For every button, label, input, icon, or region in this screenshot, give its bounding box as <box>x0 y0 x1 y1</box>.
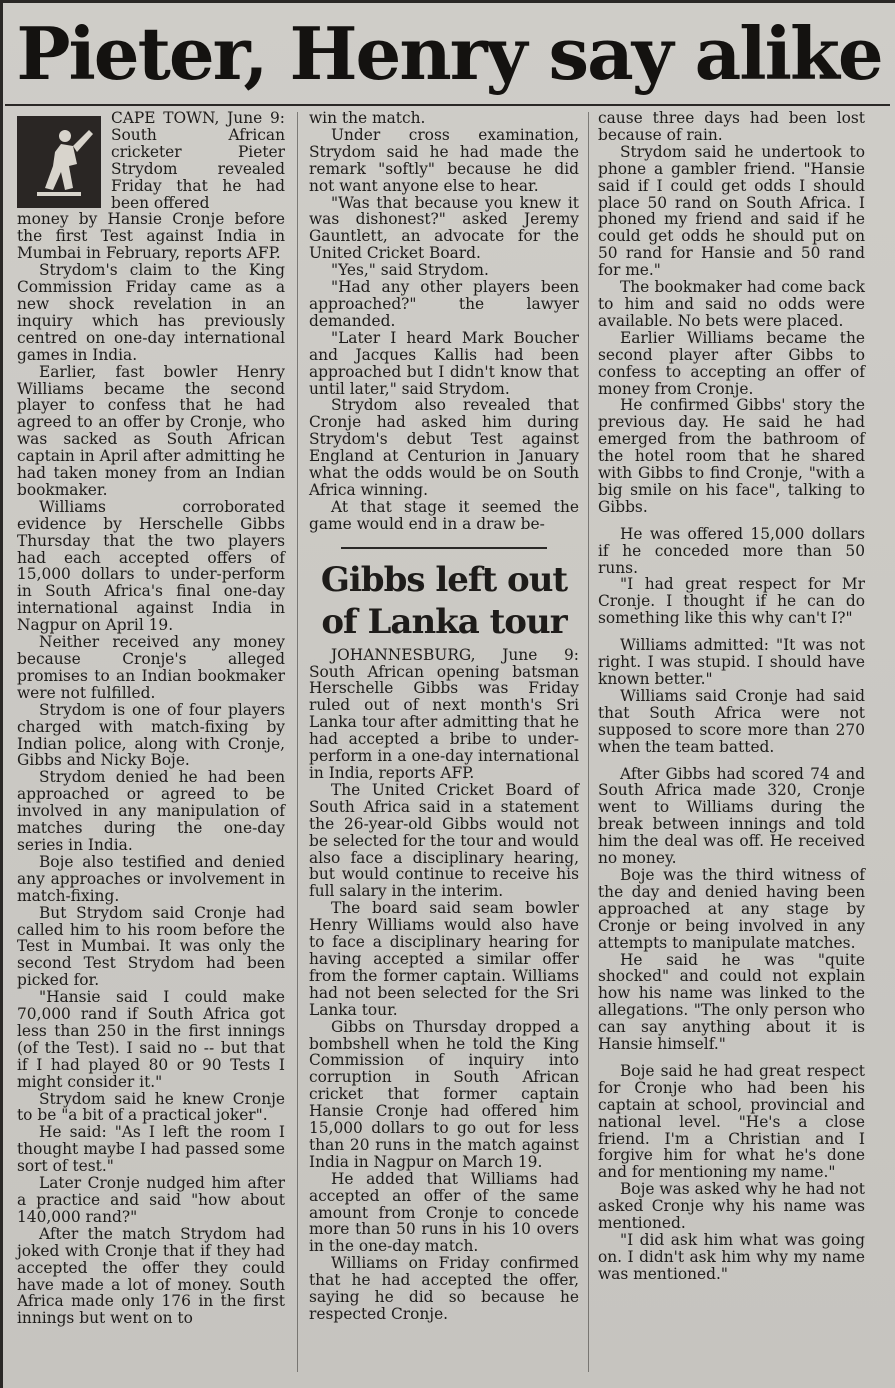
column-2 <box>309 110 579 1323</box>
c3-paragraph: Strydom said he undertook to phone a gambler friend. "Hansie said if I could get odds I should place 50 rand on South Africa. I phoned my friend and said if he could get odds he should put on 50 rand for Hansie and 50 rand for me." <box>598 142 865 280</box>
c1-paragraph: Boje also testified and denied any approaches or involvement in match-fixing. <box>17 852 285 905</box>
c3-paragraph: "I had great respect for Mr Cronje. I thought if he can do something like this why can't I?" <box>598 575 865 628</box>
column-3 <box>598 110 865 1283</box>
c3-paragraph: The bookmaker had come back to him and said no odds were available. No bets were placed. <box>598 278 865 330</box>
c1-paragraph: Strydom's claim to the King Commission Friday came as a new shock revelation in an inquiry which has previously centred on one-day international games in India. <box>17 261 285 364</box>
c3-paragraph: After Gibbs had scored 74 and South Africa made 320, Cronje went to Williams during the break between innings and told him the deal was off. He received no money. <box>598 764 865 868</box>
c2b-paragraph: The United Cricket Board of South Africa said in a statement the 26-year-old Gibbs would not be selected for the tour and would also face a disciplinary hearing, but would continue to receive his full salary in the interim. <box>309 780 579 901</box>
column-1 <box>17 110 285 1327</box>
c3-paragraph: Williams said Cronje had said that South Africa were not supposed to score more than 270 when the team batted. <box>598 686 865 756</box>
c2-paragraph: Strydom also revealed that Cronje had asked him during Strydom's debut Test against England at Centurion in January what the odds would be on South Africa winning. <box>309 396 579 499</box>
c3-paragraph: Boje was asked why he had not asked Cronje why his name was mentioned. <box>598 1180 865 1233</box>
c1-paragraph: He said: "As I left the room I thought maybe I had passed some sort of test." <box>17 1123 285 1176</box>
c3-paragraph: cause three days had been lost because of rain. <box>598 109 865 144</box>
c1-paragraph: But Strydom said Cronje had called him to his room before the Test in Mumbai. It was only the second Test Strydom had been picked for. <box>17 903 285 990</box>
c2b-paragraph: The board said seam bowler Henry Williams would also have to face a disciplinary hearing for having accepted a similar offer from the former captain. Williams had not been selected for the Sri Lanka tour. <box>309 899 579 1019</box>
headline: Pieter, Henry say alike <box>16 11 882 96</box>
c2-paragraph: win the match. <box>309 109 426 127</box>
c2-paragraph: "Was that because you knew it was dishonest?" asked Jeremy Gauntlett, an advocate for the United Cricket Board. <box>309 193 579 263</box>
headline-rule <box>5 104 890 106</box>
c2b-paragraph: Williams on Friday confirmed that he had accepted the offer, saying he did so because he respected Cronje. <box>309 1254 579 1323</box>
c2b-paragraph: He added that Williams had accepted an offer of the same amount from Cronje to concede more than 50 runs in his 10 overs in the one-day match. <box>309 1169 579 1256</box>
c1-paragraph: Strydom is one of four players charged with match-fixing by Indian police, along with Cronje, Gibbs and Nicky Boje. <box>17 700 285 770</box>
c2-paragraph: "Had any other players been approached?" the lawyer demanded. <box>309 278 579 330</box>
c3-paragraph: Boje was the third witness of the day and denied having been approached at any stage by Cronje or being involved in any attempts to manipulate matches. <box>598 865 865 952</box>
c3-paragraph: He was offered 15,000 dollars if he conceded more than 50 runs. <box>598 524 865 577</box>
column-divider-1 <box>297 112 298 1372</box>
subhead: Gibbs left out of Lanka tour <box>320 559 568 642</box>
c2-paragraph: Under cross examination, Strydom said he had made the remark "softly" because he did not want anyone else to hear. <box>309 125 579 195</box>
c1-paragraph: Neither received any money because Cronje's alleged promises to an Indian bookmaker were not fulfilled. <box>17 633 285 702</box>
c1-paragraph: Later Cronje nudged him after a practice and said "how about 140,000 rand?" <box>17 1174 285 1226</box>
top-border <box>0 0 895 3</box>
c3-paragraph: He said he was "quite shocked" and could not explain how his name was linked to the allegations. "The only person who can say anything about it is Hansie himself." <box>598 950 865 1054</box>
c1-paragraph: money by Hansie Cronje before the first Test against India in Mumbai in February, reports AFP. <box>17 210 285 263</box>
c1-paragraph: Strydom said he knew Cronje to be "a bit of a practical joker". <box>17 1089 285 1125</box>
c1-paragraph: Earlier, fast bowler Henry Williams became the second player to confess that he had agreed to an offer by Cronje, who was sacked as South African captain in April after admitting he had taken money from an Indian bookmaker. <box>17 362 285 499</box>
c2b-paragraph: JOHANNESBURG, June 9: South African opening batsman Herschelle Gibbs was Friday ruled out of next month's Sri Lanka tour after admitting that he had accepted a bribe to under-perform in a one-day international in India, reports AFP. <box>309 645 579 782</box>
c3-paragraph: Earlier Williams became the second player after Gibbs to confess to accepting an offer of money from Cronje. <box>598 328 865 398</box>
c2-paragraph: At that stage it seemed the game would end in a draw be- <box>309 497 579 533</box>
cricket-batsman-icon <box>17 116 101 208</box>
subhead-rule <box>341 547 547 549</box>
left-border <box>0 0 3 1388</box>
c2-paragraph: "Yes," said Strydom. <box>331 261 489 280</box>
c2-paragraph: "Later I heard Mark Boucher and Jacques Kallis had been approached but I didn't know that until later," said Strydom. <box>309 328 579 398</box>
c3-paragraph: Williams admitted: "It was not right. I was stupid. I should have known better." <box>598 636 865 688</box>
c3-paragraph: Boje said he had great respect for Cronje who had been his captain at school, provincial and national level. "He's a close friend. I'm a Christian and I forgive him for what he's done and for mentioning my name." <box>598 1061 865 1182</box>
c1-paragraph: After the match Strydom had joked with Cronje that if they had accepted the offer they could have made a lot of money. South Africa made only 176 in the first innings but went on to <box>17 1224 285 1328</box>
c2b-paragraph: Gibbs on Thursday dropped a bombshell when he told the King Commission of inquiry into corruption in South African cricket that former captain Hansie Cronje had offered him 15,000 dollars to go out for less than 20 runs in the match against India in Nagpur on March 19. <box>309 1017 579 1171</box>
c3-paragraph: He confirmed Gibbs' story the previous day. He said he had emerged from the bathroom of the hotel room that he shared with Gibbs to find Cronje, "with a big smile on his face", talking to Gibbs. <box>598 396 865 516</box>
c1-paragraph: "Hansie said I could make 70,000 rand if South Africa got less than 250 in the first innings (of the Test). I said no -- but that if I had played 80 or 90 Tests I might consider it." <box>17 988 285 1091</box>
c3-paragraph: "I did ask him what was going on. I didn't ask him why my name was mentioned." <box>598 1231 865 1283</box>
c1-paragraph: Williams corroborated evidence by Herschelle Gibbs Thursday that the two players had each accepted offers of 15,000 dollars to under-perform in South Africa's final one-day international against India in Nagpur on April 19. <box>17 497 285 635</box>
c1-paragraph: Strydom denied he had been approached or agreed to be involved in any manipulation of matches during the one-day series in India. <box>17 768 285 854</box>
column-divider-2 <box>588 112 589 1372</box>
lead-paragraph: CAPE TOWN, June 9: South African cricketer Pieter Strydom revealed Friday that he had been offered <box>111 109 285 212</box>
